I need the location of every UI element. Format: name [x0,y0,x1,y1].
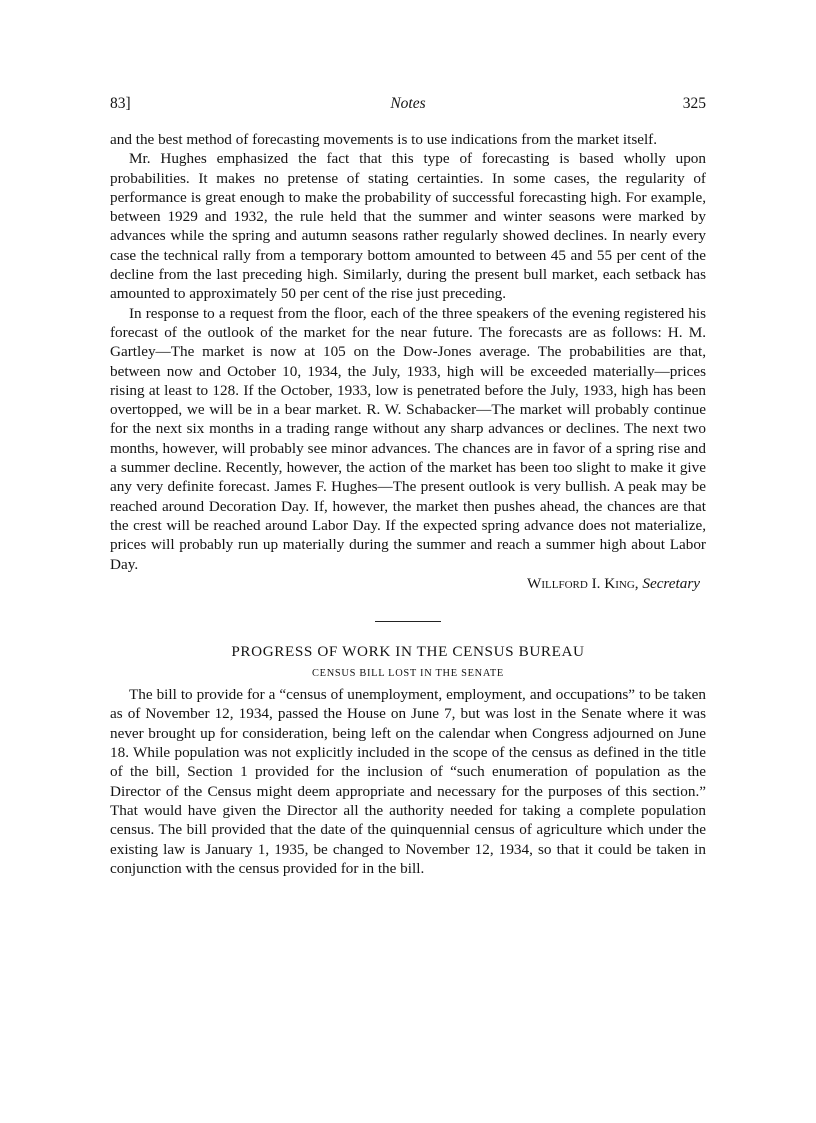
page [110,95,706,878]
paragraph-census-bill: The bill to provide for a “census of unemployment, employment, and occupations” to be taken as of November 12, 1934, passed the House on June 7, but was lost in the Senate where it was never brought up for consideration, being left on the calendar when Congress adjourned on June 18. While population was not explicitly included in the scope of the census as defined in the title of the bill, Section 1 provided for the inclusion of “such enumeration of population as the Director of the Census might deem appropriate and necessary for the purposes of this section.” That would have given the Director all the authority needed for taking a complete population census. The bill provided that the date of the quinquennial census of agriculture which under the existing law is January 1, 1935, be changed to November 12, 1934, so that it could be taken in conjunction with the census provided for in the bill. [110,686,706,877]
signature [110,574,700,593]
section-subtitle: CENSUS BILL LOST IN THE SENATE [312,668,504,680]
paragraph-hughes-probabilities: Mr. Hughes emphasized the fact that this type of forecasting is based wholly upon probabilities. It makes no pretense of stating certainties. In some cases, the regularity of performance is great enough to make the probability of successful forecasting high. For example, between 1929 and 1932, the rule held that the summer and winter seasons were marked by advances while the spring and autumn seasons rather regularly showed declines. In nearly every case the technical rally from a temporary bottom amounted to between 45 and 55 per cent of the decline from the last preceding high. Similarly, during the present bull market, each setback has amounted to approximately 50 per cent of the rise just preceding. [110,150,706,303]
section-divider [375,621,441,622]
paragraph-forecasts: In response to a request from the floor, each of the three speakers of the evening registered his forecast of the outlook of the market for the near future. The forecasts are as follows: H. M. Gartley—The market is now at 105 on the Dow-Jones average. The probabilities are that, between now and October 10, 1934, the July, 1933, high will be exceeded materially—prices rising at least to 128. If the October, 1933, low is penetrated before the July, 1933, high has been overtopped, we will be in a bear market. R. W. Schabacker—The market will probably continue for the next six months in a trading range without any sharp advances or declines. The next two months, however, will probably see minor advances. The chances are in favor of a spring rise and a summer decline. Recently, however, the action of the market has been too slight to make it give any very definite forecast. James F. Hughes—The present outlook is very bullish. A peak may be reached around Decoration Day. If, however, the market then pushes ahead, the chances are that the crest will be reached around Labor Day. If the expected spring advance does not materialize, prices will probably run up materially during the summer and reach a summer high about Labor Day. [110,304,706,573]
paragraph-continuation: and the best method of forecasting movements is to use indications from the market itself. [110,131,658,148]
running-title: Notes [390,95,426,112]
running-head [110,95,706,119]
page-number: 325 [682,95,706,112]
census-body [110,685,706,878]
signature-name: Willford I. King, [527,574,639,592]
signature-title: Secretary [642,574,700,592]
page-reference: 83] [110,95,131,112]
section-title: PROGRESS OF WORK IN THE CENSUS BUREAU [231,643,585,661]
notes-body [110,130,706,574]
